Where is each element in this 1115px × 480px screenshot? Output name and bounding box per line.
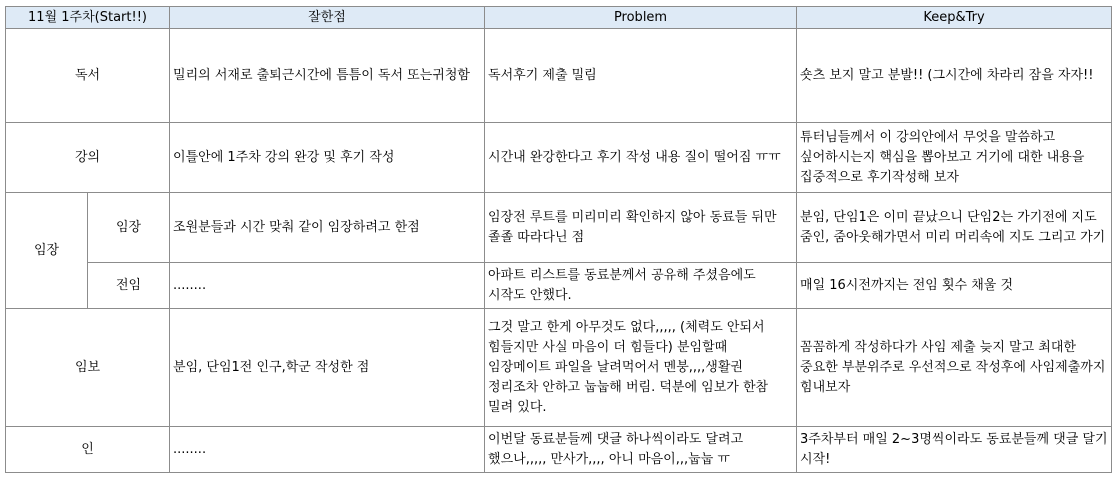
- header-keep-try: Keep&Try: [797, 7, 1112, 29]
- good-cell: 밀리의 서재로 출퇴근시간에 틈틈이 독서 또는귀청함: [170, 29, 485, 123]
- header-row: [6, 7, 1112, 29]
- category-cell: 임장: [6, 193, 88, 309]
- keep-try-cell: 숏츠 보지 말고 분발!! (그시간에 차라리 잠을 자자!!: [797, 29, 1112, 123]
- header-problem: Problem: [485, 7, 797, 29]
- header-good: 잘한점: [170, 7, 485, 29]
- problem-cell: 이번달 동료분들께 댓글 하나씩이라도 달려고 했으나,,,,, 만사가,,,, 아니 마음이,,,눕눕 ㅠ: [485, 427, 797, 473]
- keep-try-cell: 3주차부터 매일 2~3명씩이라도 동료분들께 댓글 달기 시작!: [797, 427, 1112, 473]
- keep-try-cell: 매일 16시전까지는 전임 횟수 채울 것: [797, 263, 1112, 309]
- table-row: [6, 263, 1112, 309]
- table-row: [6, 309, 1112, 427]
- table-row: [6, 29, 1112, 123]
- category-cell: 임보: [6, 309, 170, 427]
- good-cell: 분임, 단임1전 인구,학군 작성한 점: [170, 309, 485, 427]
- subcategory-cell: 전임: [88, 263, 170, 309]
- subcategory-cell: 임장: [88, 193, 170, 263]
- category-cell: 독서: [6, 29, 170, 123]
- category-cell: 강의: [6, 123, 170, 193]
- table-row: [6, 123, 1112, 193]
- keep-try-cell: 튜터님들께서 이 강의안에서 무엇을 말씀하고 싶어하시는지 핵심을 뽑아보고 거기에 대한 내용을 집중적으로 후기작성해 보자: [797, 123, 1112, 193]
- good-cell: 이틀안에 1주차 강의 완강 및 후기 작성: [170, 123, 485, 193]
- table-row: [6, 193, 1112, 263]
- problem-cell: 시간내 완강한다고 후기 작성 내용 질이 떨어짐 ㅠㅠ: [485, 123, 797, 193]
- good-cell: ........: [170, 427, 485, 473]
- header-week: 11월 1주차(Start!!): [6, 7, 170, 29]
- problem-cell: 아파트 리스트를 동료분께서 공유해 주셨음에도 시작도 안했다.: [485, 263, 797, 309]
- problem-cell: 그것 말고 한게 아무것도 없다,,,,, (체력도 안되서 힘들지만 사실 마음이 더 힘들다) 분임할때 임장메이트 파일을 날려먹어서 멘붕,,,,생활권 정리조차 안하고 눕눕해 버림. 덕분에 임보가 한참 밀려 있다.: [485, 309, 797, 427]
- problem-cell: 임장전 루트를 미리미리 확인하지 않아 동료들 뒤만 졸졸 따라다닌 점: [485, 193, 797, 263]
- problem-cell: 독서후기 제출 밀림: [485, 29, 797, 123]
- good-cell: ........: [170, 263, 485, 309]
- keep-try-cell: 꼼꼼하게 작성하다가 사임 제출 늦지 말고 최대한 중요한 부분위주로 우선적으로 작성후에 사임제출까지 힘내보자: [797, 309, 1112, 427]
- retrospective-table: [5, 6, 1112, 473]
- table-row: [6, 427, 1112, 473]
- category-cell: 인: [6, 427, 170, 473]
- good-cell: 조원분들과 시간 맞춰 같이 임장하려고 한점: [170, 193, 485, 263]
- keep-try-cell: 분임, 단임1은 이미 끝났으니 단임2는 가기전에 지도 줌인, 줌아웃해가면서 미리 머리속에 지도 그리고 가기: [797, 193, 1112, 263]
